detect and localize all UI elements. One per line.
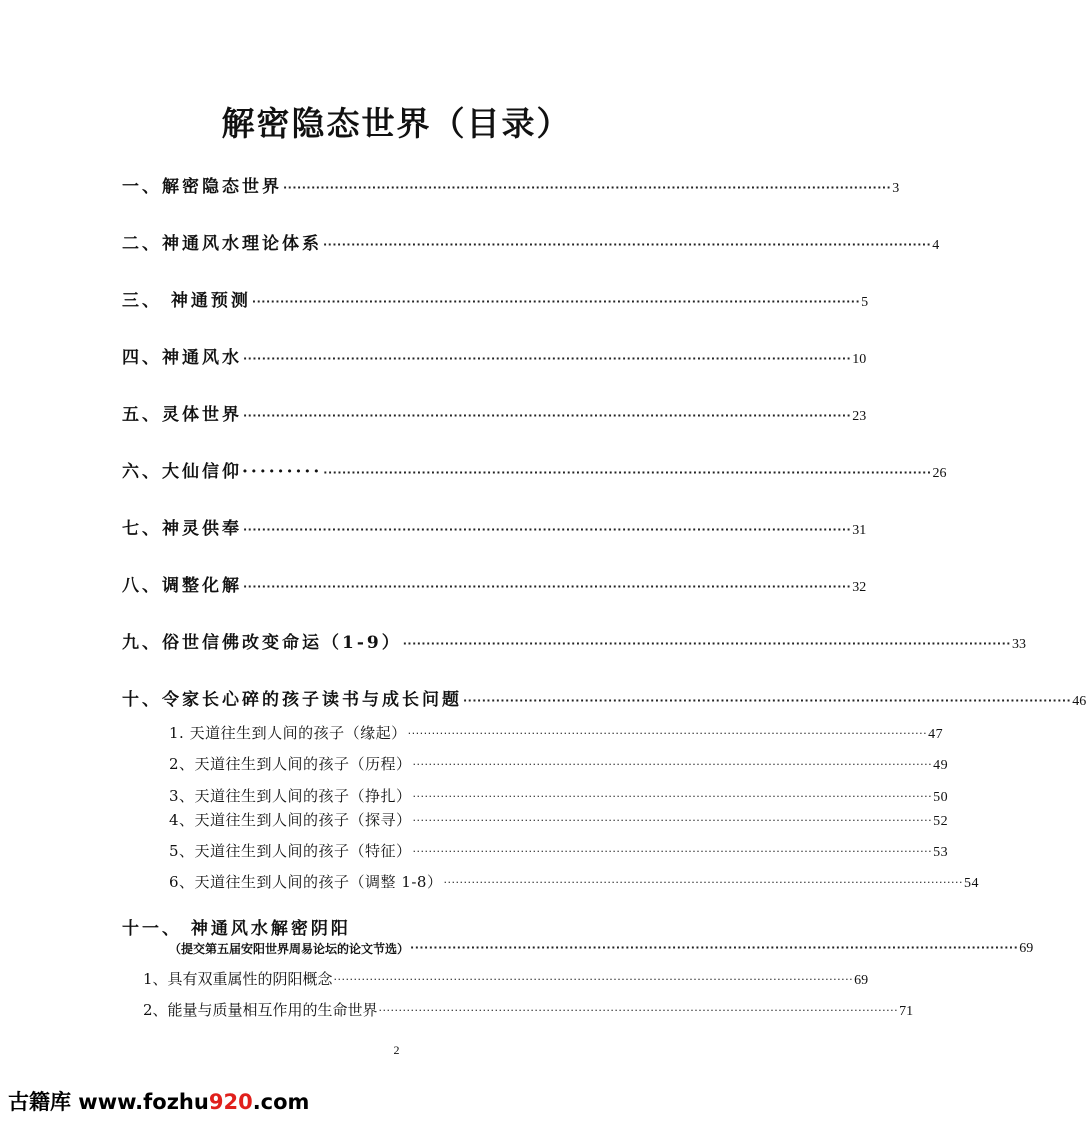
toc-entry-8[interactable] bbox=[122, 571, 867, 596]
section-11-note-page: 69 bbox=[1019, 941, 1034, 956]
watermark-prefix: 古籍库 www.fozhu bbox=[8, 1090, 209, 1114]
toc-entry-page: 26 bbox=[932, 466, 947, 481]
sub-toc-page: 52 bbox=[933, 814, 949, 829]
section-11-item-page: 71 bbox=[899, 1004, 914, 1019]
toc-entry-10[interactable] bbox=[122, 685, 1086, 710]
sub-toc-page: 47 bbox=[928, 727, 944, 742]
section-11-note-label: （提交第五届安阳世界周易论坛的论文节选） bbox=[169, 942, 410, 956]
toc-entry-page: 5 bbox=[861, 295, 869, 310]
section-11-item-2[interactable] bbox=[143, 999, 914, 1020]
dot-leader: ·································································································································· bbox=[251, 295, 861, 308]
sub-toc-page: 50 bbox=[933, 790, 949, 805]
section-11-item-1[interactable] bbox=[143, 968, 869, 989]
toc-entry-2[interactable] bbox=[122, 229, 940, 254]
toc-entry-label: 十、令家长心碎的孩子读书与成长问题 bbox=[122, 690, 462, 710]
toc-entry-7[interactable] bbox=[122, 514, 867, 539]
dot-leader: ·································································································································· bbox=[402, 637, 1011, 650]
watermark-number: 920 bbox=[208, 1090, 253, 1114]
sub-toc-entry-4[interactable] bbox=[169, 809, 949, 830]
toc-entry-label: 三、 神通预测 bbox=[122, 291, 251, 311]
document-title: 解密隐态世界（目录） bbox=[221, 104, 572, 143]
dot-leader: ·································································································································· bbox=[410, 941, 1019, 954]
section-11-item-label: 2、能量与质量相互作用的生命世界 bbox=[143, 1001, 378, 1019]
toc-entry-page: 23 bbox=[852, 409, 867, 424]
watermark-suffix: .com bbox=[252, 1090, 310, 1114]
toc-entry-9[interactable] bbox=[122, 628, 1026, 653]
section-11-item-label: 1、具有双重属性的阴阳概念 bbox=[143, 970, 333, 988]
toc-entry-label: 五、灵体世界 bbox=[122, 405, 242, 425]
dot-leader: ·································································································································· bbox=[412, 845, 933, 858]
sub-toc-entry-2[interactable] bbox=[169, 753, 949, 774]
toc-entry-label: 七、神灵供奉 bbox=[122, 519, 242, 539]
sub-toc-entry-1[interactable] bbox=[169, 722, 944, 743]
sub-toc-label: 5、天道往生到人间的孩子（特征） bbox=[169, 842, 412, 860]
sub-toc-page: 54 bbox=[964, 876, 980, 891]
toc-entry-3[interactable] bbox=[122, 286, 869, 311]
sub-toc-entry-3[interactable] bbox=[169, 785, 949, 806]
section-11-heading[interactable]: 十一、 神通风水解密阴阳 bbox=[122, 919, 351, 939]
sub-toc-entry-6[interactable] bbox=[169, 871, 980, 892]
dot-leader: ·································································································································· bbox=[378, 1004, 899, 1017]
dot-leader: ·································································································································· bbox=[333, 973, 854, 986]
sub-toc-entry-5[interactable] bbox=[169, 840, 949, 861]
toc-entry-page: 46 bbox=[1072, 694, 1086, 709]
toc-entry-4[interactable] bbox=[122, 343, 867, 368]
toc-entry-page: 4 bbox=[932, 238, 940, 253]
sub-toc-label: 4、天道往生到人间的孩子（探寻） bbox=[169, 811, 412, 829]
toc-entry-label: 八、调整化解 bbox=[122, 576, 242, 596]
dot-leader: ·································································································································· bbox=[412, 758, 933, 771]
dot-leader: ·································································································································· bbox=[323, 238, 932, 251]
toc-entry-label: 四、神通风水 bbox=[122, 348, 242, 368]
sub-toc-page: 53 bbox=[933, 845, 949, 860]
toc-entry-label: 九、俗世信佛改变命运（1-9） bbox=[122, 633, 402, 653]
dot-leader: ·································································································································· bbox=[412, 790, 933, 803]
dot-leader: ·································································································································· bbox=[243, 352, 852, 365]
toc-entry-page: 32 bbox=[852, 580, 867, 595]
dot-leader: ·································································································································· bbox=[283, 181, 892, 194]
sub-toc-label: 2、天道往生到人间的孩子（历程） bbox=[169, 755, 412, 773]
sub-toc-label: 6、天道往生到人间的孩子（调整 1-8） bbox=[169, 873, 443, 891]
section-11-note[interactable] bbox=[169, 940, 1034, 957]
sub-toc-label: 1. 天道往生到人间的孩子（缘起） bbox=[169, 724, 407, 742]
dot-leader: ·································································································································· bbox=[443, 876, 964, 889]
toc-entry-page: 3 bbox=[892, 181, 900, 196]
dot-leader: ·································································································································· bbox=[463, 694, 1072, 707]
watermark bbox=[8, 1086, 309, 1116]
sub-toc-label: 3、天道往生到人间的孩子（挣扎） bbox=[169, 787, 412, 805]
section-11-item-page: 69 bbox=[854, 973, 869, 988]
dot-leader: ·································································································································· bbox=[243, 580, 852, 593]
toc-entry-label: 六、大仙信仰········· bbox=[122, 462, 323, 482]
page-number: 2 bbox=[393, 1043, 400, 1057]
dot-leader: ·································································································································· bbox=[243, 523, 852, 536]
toc-entry-label: 二、神通风水理论体系 bbox=[122, 234, 322, 254]
toc-entry-label: 一、解密隐态世界 bbox=[122, 177, 282, 197]
toc-entry-1[interactable] bbox=[122, 172, 900, 197]
dot-leader: ·································································································································· bbox=[412, 814, 933, 827]
toc-entry-page: 31 bbox=[852, 523, 867, 538]
dot-leader: ·································································································································· bbox=[407, 727, 928, 740]
toc-entry-5[interactable] bbox=[122, 400, 867, 425]
toc-entry-6[interactable] bbox=[122, 457, 947, 482]
dot-leader: ·································································································································· bbox=[323, 466, 932, 479]
dot-leader: ·································································································································· bbox=[243, 409, 852, 422]
toc-entry-page: 33 bbox=[1011, 637, 1026, 652]
toc-entry-page: 10 bbox=[852, 352, 867, 367]
sub-toc-page: 49 bbox=[933, 758, 949, 773]
